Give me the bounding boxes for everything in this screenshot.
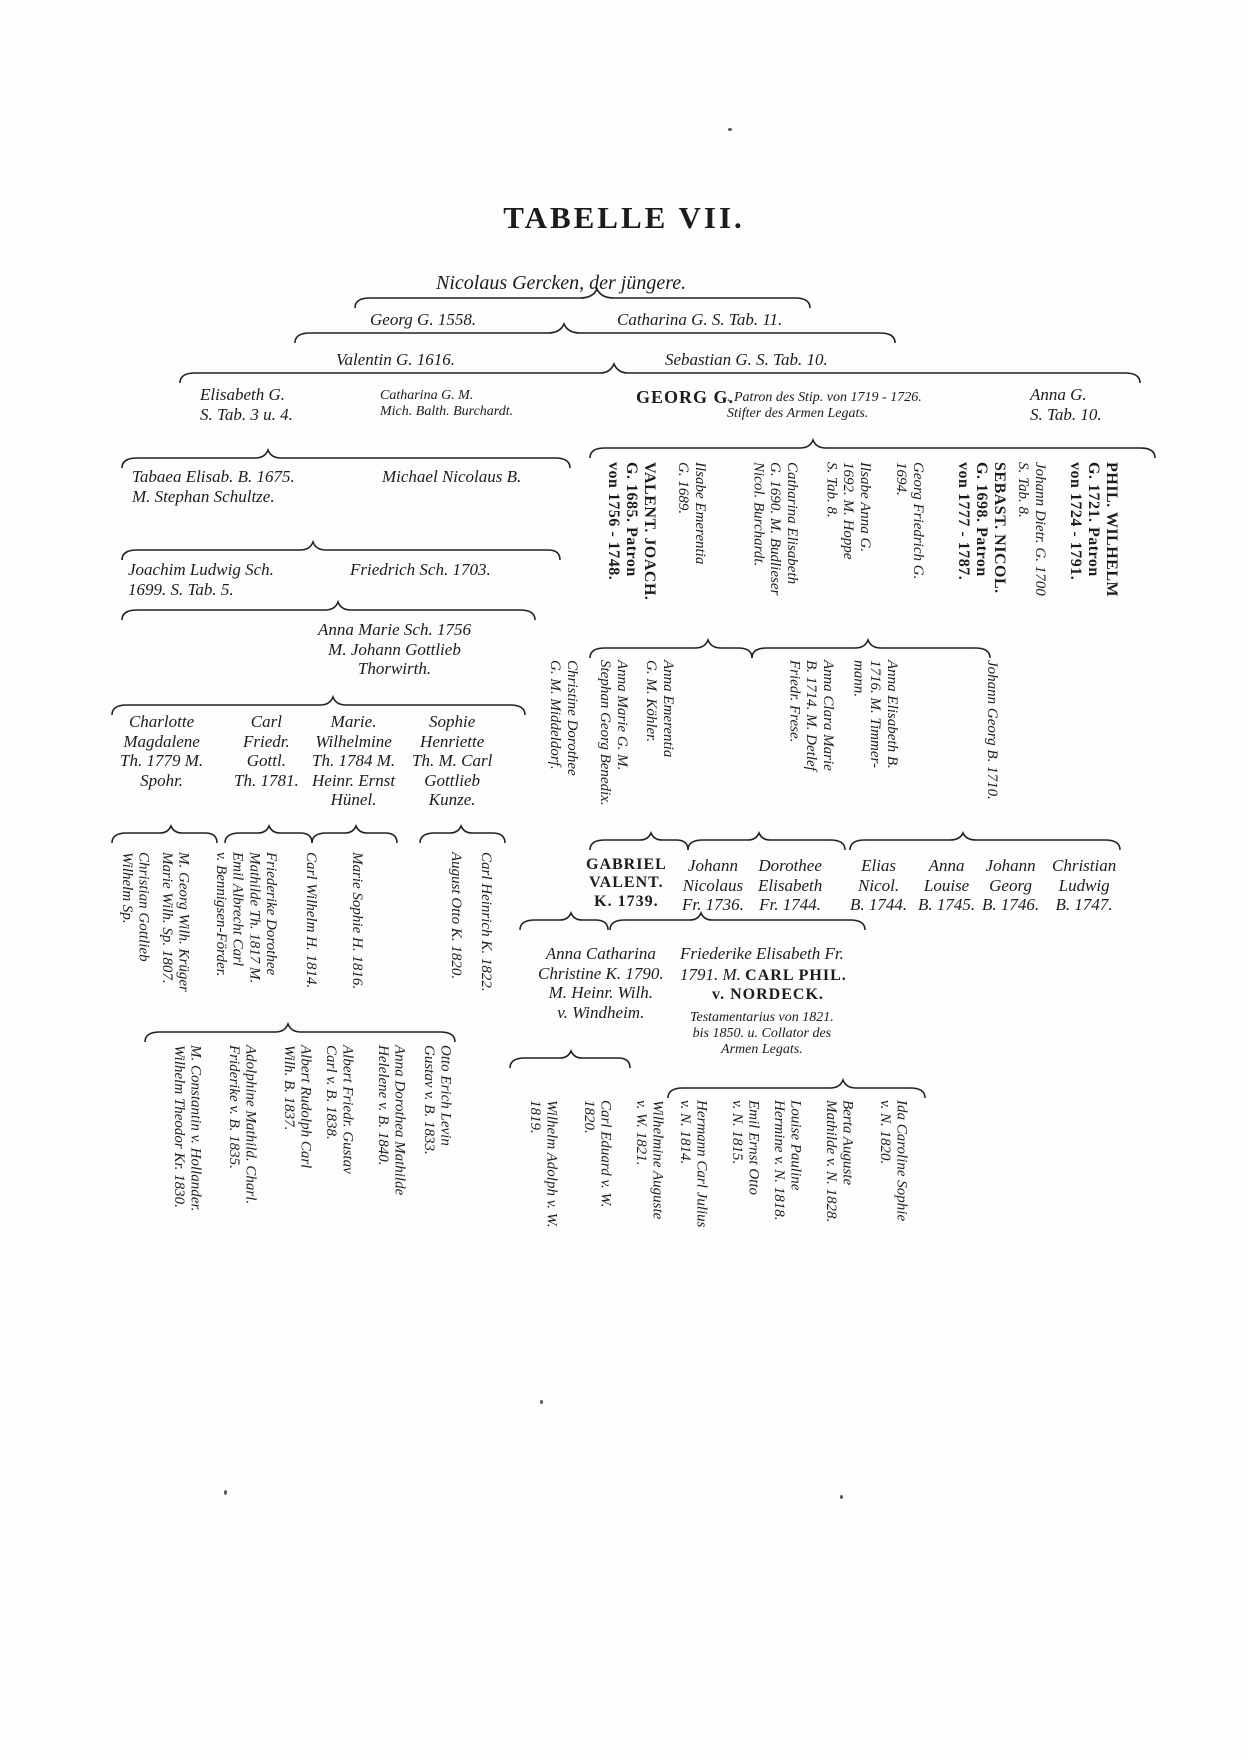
brace-sophie <box>420 826 505 843</box>
georg-1558: Georg G. 1558. <box>370 310 477 329</box>
brace-friedrich <box>122 602 535 620</box>
bennigsen-child: M. Constantin v. Hollander. Wilhelm Theodor Kr. 1830. <box>170 1045 204 1212</box>
sebast-nicol-child: Johann Georg B. 1710. <box>984 660 1000 800</box>
gen-row-item: Elias Nicol. B. 1744. <box>850 856 908 915</box>
georg-child: SEBAST. NICOL. G. 1698. Patron von 1777 - 1787. <box>955 462 1008 594</box>
catharina-gm: Catharina G. M. Mich. Balth. Burchardt. <box>380 388 514 420</box>
gen-row-item: Christian Ludwig B. 1747. <box>1052 856 1117 915</box>
scan-speck <box>840 1495 843 1499</box>
bennigsen-child: Albert Friedr. Gustav Carl v. B. 1838. <box>322 1045 356 1174</box>
joachim-ludwig: Joachim Ludwig Sch. 1699. S. Tab. 5. <box>128 560 274 599</box>
valent-joach-child: Anna Marie G. M. Stephan Georg Benedix. <box>597 660 630 806</box>
brace-valent-joach <box>590 640 752 658</box>
friederike-line2 <box>680 965 847 985</box>
sebast-nicol-child: Anna Clara Marie B. 1714. M. Detlef Friedr. Frese. <box>786 660 836 771</box>
brace-tabaea <box>122 542 560 560</box>
gen-row-item: Johann Georg B. 1746. <box>982 856 1040 915</box>
gen-row-gabriel: GABRIEL VALENT. K. 1739. <box>586 856 667 910</box>
anna-marie-sch: Anna Marie Sch. 1756 M. Johann Gottlieb Thorwirth. <box>318 620 471 679</box>
brace-nordeck <box>668 1080 925 1098</box>
bennigsen-child: Adolphine Mathild. Charl. Friderike v. B. 1835. <box>225 1045 259 1205</box>
gen-row-item: Anna Louise B. 1745. <box>918 856 976 915</box>
brace-valentin <box>180 364 1140 383</box>
scan-speck <box>540 1400 543 1404</box>
georg-main: GEORG G. <box>636 387 735 407</box>
nordeck-child: Berta Auguste Mathilde v. N. 1828. <box>822 1100 856 1223</box>
bennigsen-child: Otto Erich Levin Gustav v. B. 1833. <box>420 1045 454 1155</box>
friederike-line1: Friederike Elisabeth Fr. <box>680 944 844 963</box>
valent-joach-child: Anna Emerentia G. M. Köhler. <box>643 660 676 758</box>
brace-catharina-gm <box>122 450 570 468</box>
thorwirth-child: Marie. Wilhelmine Th. 1784 M. Heinr. Ernst Hünel. <box>312 712 396 810</box>
thorwirth-child: Sophie Henriette Th. M. Carl Gottlieb Kunze. <box>412 712 493 810</box>
v-nordeck: v. NORDECK. <box>712 986 824 1003</box>
georg-child: PHIL. WILHELM G. 1721. Patron von 1724 - 1791. <box>1067 462 1120 598</box>
nordeck-child: Hermann Carl Julius v. N. 1814. <box>676 1100 710 1228</box>
page-title: TABELLE VII. <box>503 200 745 235</box>
windheim-child: Wilhelm Adolph v. W. 1819. <box>526 1100 560 1228</box>
windheim-child: Carl Eduard v. W. 1820. <box>580 1100 614 1208</box>
scan-speck <box>224 1490 227 1495</box>
nordeck-child: Ida Caroline Sophie v. N. 1820. <box>876 1100 910 1222</box>
georg-child: Georg Friedrich G. 1694. <box>893 462 926 580</box>
carl-phil: CARL PHIL. <box>745 967 847 984</box>
brace-gabriel <box>520 913 608 930</box>
nordeck-child: Emil Ernst Otto v. N. 1815. <box>728 1100 762 1196</box>
brace-marie-h <box>312 826 397 843</box>
kunze-child: August Otto K. 1820. <box>447 852 464 980</box>
brace-sebast-nicol <box>752 640 990 658</box>
georg-main-detail: . Patron des Stip. von 1719 - 1726. Stifter des Armen Legats. <box>727 390 922 422</box>
anna-catharina-christine: Anna Catharina Christine K. 1790. M. Heinr. Wilh. v. Windheim. <box>538 944 664 1022</box>
brace-charlotte <box>112 826 217 843</box>
brace-anna-clara <box>688 833 845 850</box>
bennigsen-child: Anna Dorothea Mathilde Helelene v. B. 1840. <box>374 1045 408 1196</box>
brace-johann-nicolaus <box>610 913 865 930</box>
hunel-child: Marie Sophie H. 1816. <box>348 852 365 990</box>
thorwirth-child: Charlotte Magdalene Th. 1779 M. Spohr. <box>120 712 204 790</box>
nordeck-child: Louise Pauline Hermine v. N. 1818. <box>770 1100 804 1221</box>
brace-windheim <box>510 1051 630 1068</box>
georg-child: Johann Dietr. G. 1700 S. Tab. 8. <box>1015 462 1048 596</box>
nicolaus-gercken: Nicolaus Gercken, der jüngere. <box>436 272 687 294</box>
georg-child: Ilsabe Anna G. 1692. M. Hoppe S. Tab. 8. <box>823 462 873 560</box>
michael-nicolaus: Michael Nicolaus B. <box>382 467 522 486</box>
friederike-line2-plain: 1791. M. <box>680 965 741 984</box>
gen-row-item: Johann Nicolaus Fr. 1736. <box>682 856 744 915</box>
sebastian-tab10: Sebastian G. S. Tab. 10. <box>665 350 828 369</box>
friedrich-sch: Friedrich Sch. 1703. <box>350 560 491 579</box>
brace-anna-elisabeth <box>850 833 1120 850</box>
valent-joach-child: Christine Dorothee G. M. Middeldorf. <box>547 660 580 776</box>
brace-georg-main <box>590 440 1155 458</box>
brace-marie-w <box>225 826 312 843</box>
catharina-tab11: Catharina G. S. Tab. 11. <box>617 310 783 329</box>
anna-g-tab10: Anna G. S. Tab. 10. <box>1030 385 1102 424</box>
elisabeth-g: Elisabeth G. S. Tab. 3 u. 4. <box>200 385 293 424</box>
gen-row-item: Dorothee Elisabeth Fr. 1744. <box>758 856 823 915</box>
hunel-child: Carl Wilhelm H. 1814. <box>302 852 319 989</box>
georg-child: Ilsabe Emerentia G. 1689. <box>675 462 708 565</box>
tabaea-elisab: Tabaea Elisab. B. 1675. M. Stephan Schultze. <box>132 467 295 506</box>
bennigsen-child: Albert Rudolph Carl Wilh. B. 1837. <box>280 1045 314 1169</box>
scan-speck <box>728 128 732 131</box>
valentin-1616: Valentin G. 1616. <box>336 350 455 369</box>
hunel-child: Friederike Dorothee Mathilde Th. 1817 M. Emil Albrecht Carl v. Bennigsen-Förder. <box>212 852 280 984</box>
windheim-child: Wilhelmine Auguste v. W. 1821. <box>632 1100 666 1220</box>
hunel-child: M. Georg Wilh. Krüger Marie Wilh. Sp. 1807. <box>158 852 192 992</box>
kunze-child: Carl Heinrich K. 1822. <box>477 852 494 992</box>
hunel-child: Christian Gottlieb Wilhelm Sp. <box>118 852 152 962</box>
thorwirth-child: Carl Friedr. Gottl. Th. 1781. <box>234 712 299 790</box>
georg-child: Catharina Elisabeth G. 1690. M. Budlieser Nicol. Burchardt. <box>750 462 800 596</box>
sebast-nicol-child: Anna Elisabeth B. 1716. M. Timmer- mann. <box>850 660 900 769</box>
nordeck-detail: Testamentarius von 1821. bis 1850. u. Collator des Armen Legats. <box>690 1010 834 1058</box>
georg-child: VALENT. JOACH. G. 1685. Patron von 1756 - 1748. <box>605 462 658 601</box>
